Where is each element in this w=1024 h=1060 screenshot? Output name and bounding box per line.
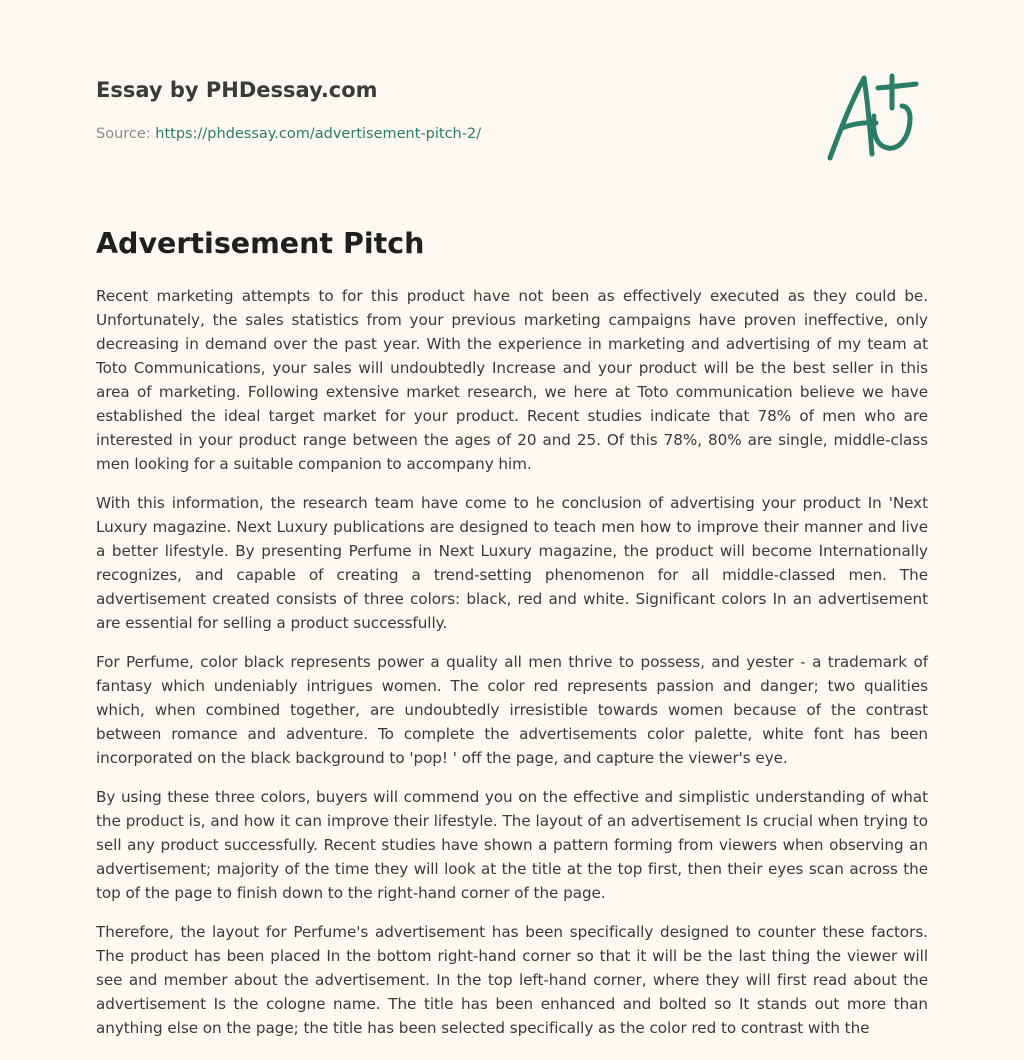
a-plus-logo-icon xyxy=(820,66,930,166)
essay-paragraph: Therefore, the layout for Perfume's advertisement has been specifically designed to counter these factors. The product has been placed In the bottom right-hand corner so that it will be the last thing the viewer will see and member about the advertisement. In the top left-hand corner, where they will first read about the advertisement Is the cologne name. The title has been enhanced and bolted so It stands out more than anything else on the page; the title has been selected specifically as the color red to contrast with the xyxy=(96,923,928,1037)
source-label: Source: xyxy=(96,126,156,142)
source-link[interactable]: https://phdessay.com/advertisement-pitch-2/ xyxy=(155,126,482,142)
source-line xyxy=(96,124,796,144)
essay-paragraph: By using these three colors, buyers will commend you on the effective and simplistic understanding of what the product is, and how it can improve their lifestyle. The layout of an advertisement Is crucial when trying to sell any product successfully. Recent studies have shown a pattern forming from viewers when observing an advertisement; majority of the time they will look at the title at the top first, then their eyes scan across the top of the page to finish down to the right-hand corner of the page. xyxy=(96,788,928,902)
essay-paragraph: With this information, the research team have come to he conclusion of advertising your product In 'Next Luxury magazine. Next Luxury publications are designed to teach men how to improve their manner and live a better lifestyle. By presenting Perfume in Next Luxury magazine, the product will become Internationally recognizes, and capable of creating a trend-setting phenomenon for all middle-classed men. The advertisement created consists of three colors: black, red and white. Significant colors In an advertisement are essential for selling a product successfully. xyxy=(96,494,928,632)
essay-title: Advertisement Pitch xyxy=(96,227,425,260)
essay-body xyxy=(96,284,928,1055)
header xyxy=(96,76,796,144)
site-title: Essay by PHDessay.com xyxy=(96,78,378,102)
essay-paragraph: Recent marketing attempts to for this product have not been as effectively executed as they could be. Unfortunately, the sales statistics from your previous marketing campaigns have proven ineffective, only decreasing in demand over the past year. With the experience in marketing and advertising of my team at Toto Communications, your sales will undoubtedly Increase and your product will be the best seller in this area of marketing. Following extensive market research, we here at Toto communication believe we have established the ideal target market for your product. Recent studies indicate that 78% of men who are interested in your product range between the ages of 20 and 25. Of this 78%, 80% are single, middle-class men looking for a suitable companion to accompany him. xyxy=(96,287,928,473)
essay-paragraph: For Perfume, color black represents power a quality all men thrive to possess, and yester - a trademark of fantasy which undeniably intrigues women. The color red represents passion and danger; two qualities which, when combined together, are undoubtedly irresistible towards women because of the contrast between romance and adventure. To complete the advertisements color palette, white font has been incorporated on the black background to 'pop! ' off the page, and capture the viewer's eye. xyxy=(96,653,928,767)
